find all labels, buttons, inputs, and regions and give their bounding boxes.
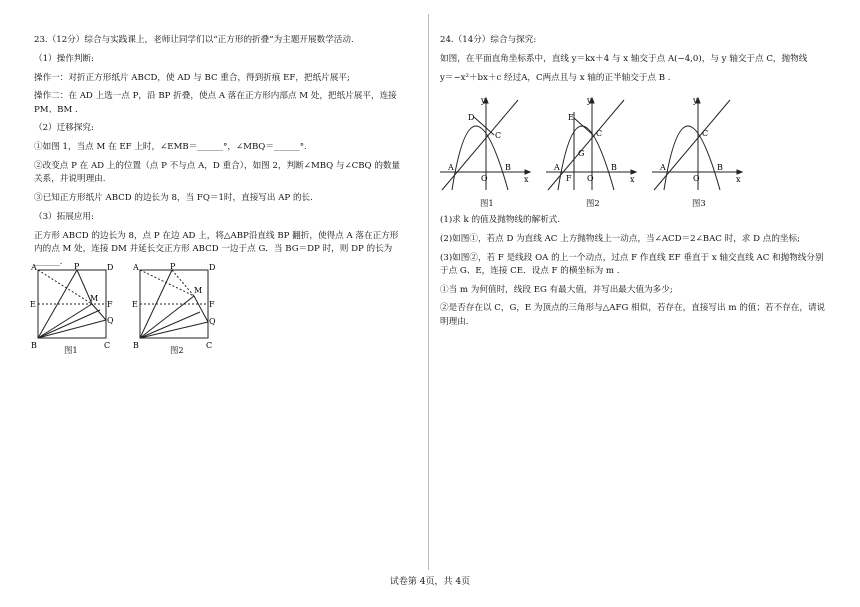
g3-label-C: C — [702, 129, 709, 138]
q24-graph-3 — [650, 92, 750, 208]
fig1-label-B: B — [31, 341, 37, 350]
page-footer: 试卷第 4页，共 4页 — [389, 577, 471, 587]
g2-label-B: B — [611, 163, 617, 172]
q24-subquestions — [440, 214, 832, 334]
column-divider — [428, 14, 429, 570]
g3-label-B: B — [717, 163, 723, 172]
fig1-label-F: F — [107, 300, 113, 309]
q24-question-3a: ①当 m 为何值时，线段 EG 有最大值，并写出最大值为多少; — [440, 284, 673, 295]
g2-label-G: G — [578, 149, 585, 158]
q24-question-1: (1)求 k 的值及抛物线的解析式. — [440, 215, 561, 225]
q23-application: 正方形 ABCD 的边长为 8，点 P 在边 AD 上，将△ABP沿直线 BP 翻折，使得点 A 落在正方形内的点 M 处，连接 DM 并延长交正方形 ABCD 一边于点 G．当 BG＝DP 时，则 DP 的长为______. — [34, 230, 399, 267]
q23-operation-1: 操作一：对折正方形纸片 ABCD，使 AD 与 BC 重合，得到折痕 EF，把纸片展平; — [34, 72, 350, 83]
q23-figure-2 — [132, 262, 216, 358]
q23-item-1: ①如图 1，当点 M 在 EF 上时，∠EMB＝______°，∠MBQ＝______°. — [34, 142, 307, 153]
g2-label-y: y — [587, 96, 592, 105]
q24-title: 24.（14分）综合与探究: — [440, 35, 537, 45]
fig2-label-P: P — [170, 262, 176, 271]
fig1-label-M: M — [90, 294, 99, 303]
fig2-label-A: A — [133, 263, 139, 272]
g3-label-y: y — [693, 96, 698, 105]
q23-section-1: （1）操作判断: — [34, 53, 94, 64]
fig2-label-B: B — [133, 341, 139, 350]
g1-label-y: y — [481, 96, 486, 105]
fig1-label-P: P — [74, 262, 80, 271]
g1-label-O: O — [481, 174, 488, 183]
fig1-label-C: C — [104, 341, 111, 350]
question-24 — [440, 34, 832, 90]
q24-intro-2: y＝−x²＋bx＋c 经过A，C两点且与 x 轴的正半轴交于点 B . — [440, 72, 671, 83]
g3-label-x: x — [736, 175, 741, 184]
q23-figure-1 — [30, 262, 114, 358]
q23-item-2: ②改变点 P 在 AD 上的位置（点 P 不与点 A，D 重合），如图 2，判断∠MBQ 与∠CBQ 的数量关系，并说明理由. — [34, 160, 401, 185]
g2-caption: 图2 — [586, 198, 600, 208]
q24-question-3: (3)如图②，若 F 是线段 OA 的上一个动点，过点 F 作直线 EF 垂直于 x 轴交直线 AC 和抛物线分别于点 G、E，连接 CE．设点 F 的横坐标为 m . — [440, 252, 824, 276]
g2-label-C: C — [596, 129, 603, 138]
q23-section-2: （2）迁移探究: — [34, 123, 94, 134]
q24-question-3b: ②是否存在以 C，G，E 为顶点的三角形与△AFG 相似，若存在，直接写出 m 的值；若不存在，请说明理由. — [440, 303, 826, 327]
g1-label-x: x — [524, 175, 529, 184]
g1-label-C: C — [495, 131, 502, 140]
q24-question-2: (2)如图①，若点 D 为直线 AC 上方抛物线上一动点，当∠ACD＝2∠BAC 时，求 D 点的坐标; — [440, 233, 801, 244]
g2-label-E: E — [568, 113, 574, 122]
g2-label-O: O — [587, 174, 594, 183]
q24-graph-1 — [438, 92, 538, 208]
g2-label-F: F — [566, 174, 572, 183]
q23-operation-2: 操作二：在 AD 上选一点 P，沿 BP 折叠，使点 A 落在正方形内部点 M 处，把纸片展平，连接 PM、BM . — [34, 91, 397, 115]
g1-label-B: B — [505, 163, 511, 172]
q24-graph-2 — [544, 92, 644, 208]
g2-label-x: x — [630, 175, 635, 184]
fig1-label-A: A — [31, 263, 37, 272]
q23-title: 23.（12分）综合与实践课上，老师让同学们以“正方形的折叠”为主题开展数学活动. — [34, 35, 354, 45]
fig1-label-E: E — [30, 300, 36, 309]
g2-label-A: A — [554, 163, 560, 172]
fig2-label-Q: Q — [209, 317, 216, 326]
fig1-label-D: D — [107, 263, 114, 272]
q24-intro-1: 如图，在平面直角坐标系中，直线 y＝kx＋4 与 x 轴交于点 A(−4,0)，与 y 轴交于点 C，抛物线 — [440, 53, 808, 64]
g1-label-A: A — [448, 163, 454, 172]
g1-caption: 图1 — [480, 198, 494, 208]
g1-label-D: D — [468, 113, 475, 122]
g3-caption: 图3 — [692, 198, 706, 208]
fig2-label-M: M — [194, 286, 203, 295]
question-23 — [34, 34, 404, 275]
g3-label-O: O — [693, 174, 700, 183]
q23-item-3: ③已知正方形纸片 ABCD 的边长为 8，当 FQ＝1时，直接写出 AP 的长. — [34, 192, 313, 203]
fig2-caption: 图2 — [170, 345, 184, 355]
q23-section-3: （3）拓展应用: — [34, 211, 94, 222]
fig1-caption: 图1 — [64, 345, 78, 355]
fig2-label-E: E — [132, 300, 138, 309]
fig2-label-D: D — [209, 263, 216, 272]
fig2-label-F: F — [209, 300, 215, 309]
g3-label-A: A — [660, 163, 666, 172]
fig2-label-C: C — [206, 341, 213, 350]
fig1-label-Q: Q — [107, 316, 114, 325]
